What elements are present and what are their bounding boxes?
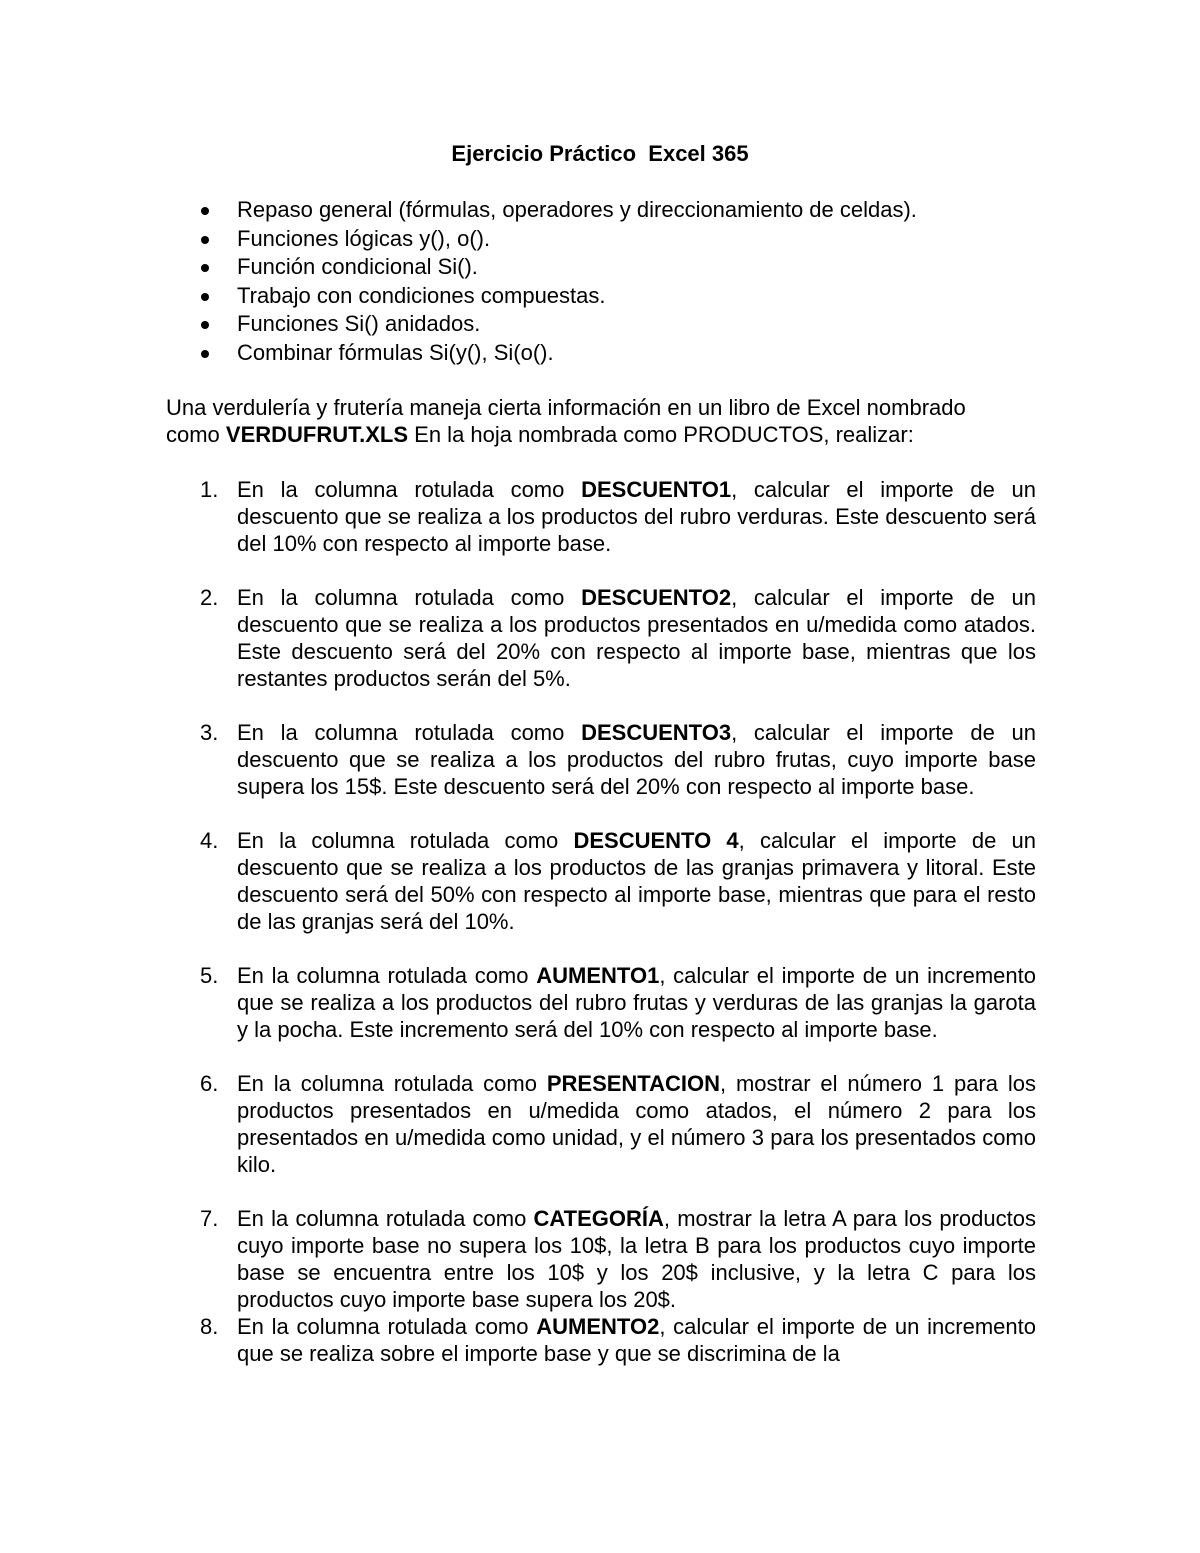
task-column-name: CATEGORÍA	[533, 1206, 664, 1231]
task-text: En la columna rotulada como	[237, 1314, 537, 1339]
task-number: 3.	[200, 720, 219, 745]
task-text: , mostrar el número 1 para los productos presentados en u/medida como atados, el número 2 para los presentados en u/medida como unidad, y el número 3 para los presentados como kilo.	[237, 1071, 1036, 1177]
task-number: 5.	[200, 963, 219, 988]
list-item-text: Combinar fórmulas Si(y(), Si(o().	[237, 339, 554, 365]
list-item-text: Repaso general (fórmulas, operadores y direccionamiento de celdas).	[237, 197, 917, 222]
list-item-text: Funciones lógicas y(), o().	[237, 225, 491, 251]
list-item-text: Función condicional Si().	[237, 254, 478, 280]
list-item	[196, 282, 917, 311]
list-item	[196, 253, 917, 282]
bullet-icon	[201, 207, 209, 215]
intro-filename: VERDUFRUT.XLS	[225, 422, 409, 447]
intro-post: En la hoja nombrada como PRODUCTOS, realizar:	[408, 422, 914, 447]
task-number: 7.	[200, 1206, 219, 1231]
list-item	[196, 310, 917, 339]
page-title: Ejercicio Práctico Excel 365	[451, 141, 749, 166]
task-text: , calcular el importe de un descuento que se realiza a los productos del rubro frutas, cuyo importe base supera los 15$. Este descuento será del 20% con respecto al importe base.	[237, 720, 1036, 799]
task-item	[166, 584, 1036, 692]
task-text: En la columna rotulada como	[237, 963, 537, 988]
task-text: En la columna rotulada como	[237, 1071, 547, 1096]
task-column-name: DESCUENTO3	[581, 720, 732, 745]
task-number: 8.	[200, 1314, 219, 1339]
list-item	[196, 196, 917, 225]
list-item-text: Funciones Si() anidados.	[237, 311, 481, 337]
task-text: , mostrar la letra A para los productos cuyo importe base no supera los 10$, la letra B para los productos cuyo importe base se encuentra entre los 10$ y los 20$ inclusive, y la letra C para los productos cuyo importe base supera los 20$.	[237, 1206, 1036, 1312]
task-item	[166, 719, 1036, 800]
list-item	[196, 339, 917, 368]
tasks-list	[166, 476, 1036, 1367]
bullet-icon	[201, 321, 209, 329]
task-number: 6.	[200, 1071, 219, 1096]
task-column-name: DESCUENTO2	[581, 585, 732, 610]
task-text: , calcular el importe de un descuento que se realiza a los productos del rubro verduras. Este descuento será del 10% con respecto al importe base.	[237, 477, 1036, 556]
task-text: En la columna rotulada como	[237, 477, 582, 502]
task-text: En la columna rotulada como	[237, 585, 582, 610]
bullet-icon	[201, 264, 209, 272]
task-text: , calcular el importe de un descuento que se realiza a los productos de las granjas primavera y litoral. Este descuento será del 50% con respecto al importe base, mientras que para el resto de las granjas será del 10%.	[237, 828, 1036, 934]
task-column-name: AUMENTO2	[536, 1314, 660, 1339]
task-item	[166, 1313, 1036, 1367]
topics-list	[196, 196, 917, 368]
task-number: 1.	[200, 477, 219, 502]
task-text: En la columna rotulada como	[237, 828, 574, 853]
bullet-icon	[201, 350, 209, 358]
task-text: En la columna rotulada como	[237, 1206, 534, 1231]
list-item	[196, 225, 917, 254]
task-number: 4.	[200, 828, 219, 853]
task-item	[166, 1070, 1036, 1178]
bullet-icon	[201, 293, 209, 301]
task-column-name: DESCUENTO1	[581, 477, 732, 502]
task-text: , calcular el importe de un incremento que se realiza a los productos del rubro frutas y verduras de las granjas la garota y la pocha. Este incremento será del 10% con respecto al importe base.	[237, 963, 1036, 1042]
intro-paragraph	[166, 394, 1034, 448]
task-text: , calcular el importe de un incremento que se realiza sobre el importe base y que se discrimina de la	[237, 1314, 1036, 1366]
intro-pre: como	[166, 422, 226, 447]
task-column-name: AUMENTO1	[536, 963, 660, 988]
task-text: En la columna rotulada como	[237, 720, 582, 745]
bullet-icon	[201, 236, 209, 244]
task-item	[166, 1205, 1036, 1313]
task-column-name: DESCUENTO 4	[573, 828, 739, 853]
task-item	[166, 476, 1036, 557]
list-item-text: Trabajo con condiciones compuestas.	[237, 282, 606, 308]
task-column-name: PRESENTACION	[546, 1071, 720, 1096]
intro-line-1: Una verdulería y frutería maneja cierta información en un libro de Excel nombrado	[166, 395, 966, 420]
task-item	[166, 827, 1036, 935]
task-text: , calcular el importe de un descuento que se realiza a los productos presentados en u/medida como atados. Este descuento será del 20% con respecto al importe base, mientras que los restantes productos serán del 5%.	[237, 585, 1036, 691]
task-item	[166, 962, 1036, 1043]
task-number: 2.	[200, 585, 219, 610]
